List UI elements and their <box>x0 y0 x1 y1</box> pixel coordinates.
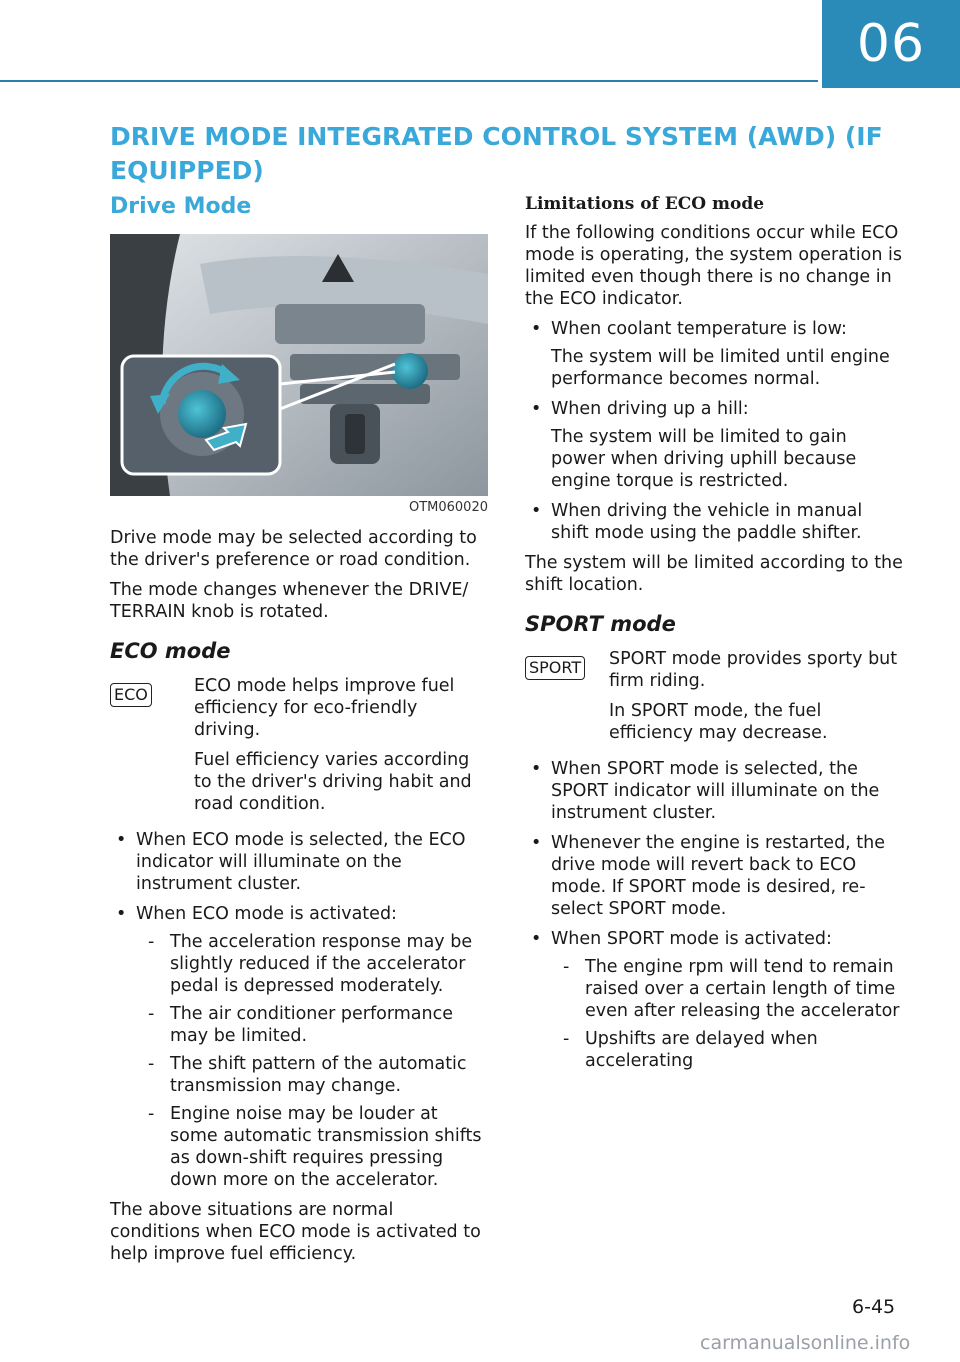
sport-description <box>609 648 903 752</box>
sport-bullet-selected: • When SPORT mode is selected, the SPORT indicator will illuminate on the instrument cluster. <box>525 758 903 824</box>
page-number: 6-45 <box>852 1296 896 1318</box>
sport-bullet-activated-text: When SPORT mode is activated: <box>551 929 832 949</box>
sport-description-2: In SPORT mode, the fuel efficiency may decrease. <box>609 701 828 743</box>
sport-bullet-restart: • Whenever the engine is restarted, the drive mode will revert back to ECO mode. If SPORT mode is desired, re-select SPORT mode. <box>525 832 903 920</box>
limitation-detail: The system will be limited until engine performance becomes normal. <box>551 347 890 389</box>
header-rule <box>0 80 818 82</box>
eco-dash-item: - Engine noise may be louder at some automatic transmission shifts as down-shift requires pressing down more on the accelerator. <box>136 1103 488 1191</box>
sport-mode-heading: SPORT mode <box>525 612 676 636</box>
eco-badge-wrap <box>110 675 194 823</box>
eco-badge-row <box>110 675 488 823</box>
limitations-bullet-list <box>525 318 903 544</box>
limitation-item <box>525 500 903 544</box>
sport-badge-row <box>525 648 903 752</box>
eco-mode-heading: ECO mode <box>110 639 231 663</box>
left-column <box>110 192 488 1273</box>
limitations-closing: The system will be limited according to the shift location. <box>525 553 903 595</box>
sport-dash-item: - Upshifts are delayed when accelerating <box>551 1028 903 1072</box>
limitation-title: When driving up a hill: <box>551 399 749 419</box>
chapter-tab: 06 <box>822 0 960 88</box>
eco-indicator-icon: ECO <box>110 683 152 707</box>
drive-mode-knob-photo <box>110 234 488 496</box>
eco-bullet-activated-text: When ECO mode is activated: <box>136 904 397 924</box>
eco-dash-list <box>136 931 488 1191</box>
limitation-detail: The system will be limited to gain power when driving uphill because engine torque is restricted. <box>551 427 857 491</box>
sport-description-1: SPORT mode provides sporty but firm riding. <box>609 649 898 691</box>
limitation-title: When driving the vehicle in manual shift mode using the paddle shifter. <box>551 501 863 543</box>
console-illustration <box>110 234 488 496</box>
sport-indicator-icon: SPORT <box>525 656 585 680</box>
limitation-item <box>525 398 903 492</box>
eco-bullet-list <box>110 829 488 1191</box>
right-column <box>525 192 903 1080</box>
watermark: carmanualsonline.info <box>700 1332 911 1354</box>
section-title: DRIVE MODE INTEGRATED CONTROL SYSTEM (AWD) (IF EQUIPPED) <box>110 122 883 185</box>
eco-description-2: Fuel efficiency varies according to the driver's driving habit and road condition. <box>194 750 472 814</box>
drive-mode-heading: Drive Mode <box>110 194 252 219</box>
eco-limitations-heading: Limitations of ECO mode <box>525 194 765 214</box>
eco-description-1: ECO mode helps improve fuel efficiency for eco-friendly driving. <box>194 676 455 740</box>
intro-paragraph-1: Drive mode may be selected according to the driver's preference or road condition. <box>110 528 477 570</box>
sport-bullet-list <box>525 758 903 1072</box>
sport-bullet-activated <box>525 928 903 1072</box>
eco-limitations-intro: If the following conditions occur while ECO mode is operating, the system operation is limited even though there is no change in the ECO indicator. <box>525 223 902 309</box>
sport-dash-item: - The engine rpm will tend to remain raised over a certain length of time even after releasing the accelerator <box>551 956 903 1022</box>
sport-badge-wrap <box>525 648 609 752</box>
eco-dash-item: - The air conditioner performance may be limited. <box>136 1003 488 1047</box>
eco-bullet-activated <box>110 903 488 1191</box>
sport-dash-list <box>551 956 903 1072</box>
limitation-title: When coolant temperature is low: <box>551 319 847 339</box>
eco-bullet-selected: • When ECO mode is selected, the ECO indicator will illuminate on the instrument cluster. <box>110 829 488 895</box>
eco-dash-item: - The shift pattern of the automatic transmission may change. <box>136 1053 488 1097</box>
eco-closing-paragraph: The above situations are normal conditions when ECO mode is activated to help improve fuel efficiency. <box>110 1200 481 1264</box>
limitation-item <box>525 318 903 390</box>
eco-description <box>194 675 488 823</box>
eco-dash-item: - The acceleration response may be slightly reduced if the accelerator pedal is depressed moderately. <box>136 931 488 997</box>
intro-paragraph-2: The mode changes whenever the DRIVE/ TERRAIN knob is rotated. <box>110 580 469 622</box>
figure-code: OTM060020 <box>408 500 488 515</box>
